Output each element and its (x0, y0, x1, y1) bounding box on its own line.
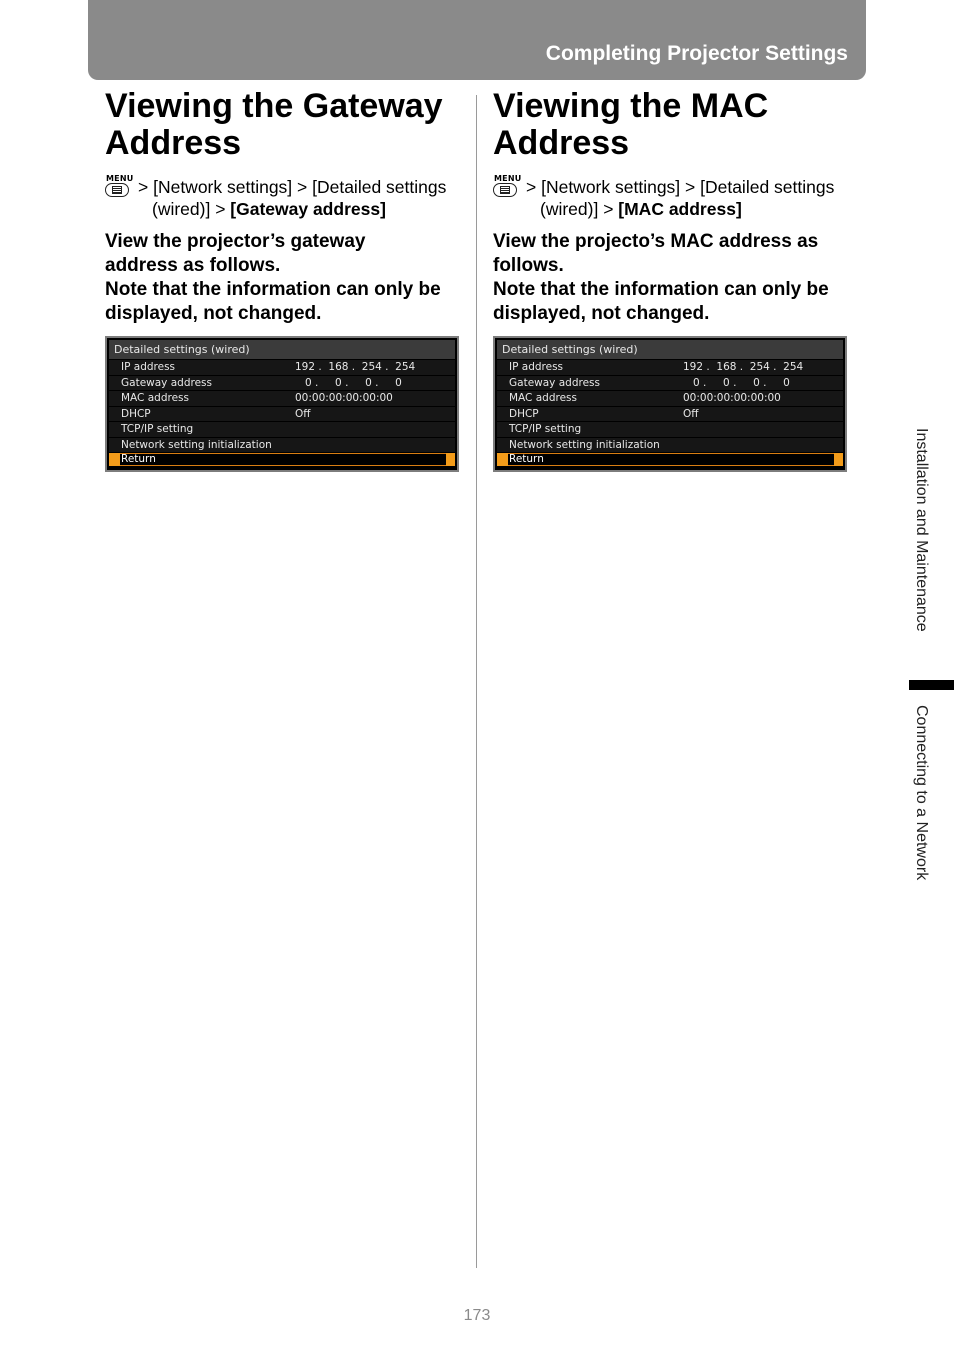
osd-row-gateway: Gateway address 0 . 0 . 0 . 0 (497, 375, 843, 391)
menu-button-icon: MENU (105, 174, 133, 202)
column-divider (476, 95, 477, 1268)
osd-row-tcpip: TCP/IP setting (109, 421, 455, 437)
osd-row-ip: IP address 192 . 168 . 254 . 254 (497, 359, 843, 375)
osd-row-mac: MAC address 00:00:00:00:00:00 (109, 390, 455, 406)
osd-row-dhcp: DHCP Off (109, 406, 455, 422)
path-line-2: (wired)] > [MAC address] (540, 199, 742, 219)
section-mac (493, 88, 853, 472)
description: View the projector’s gateway address as follows. Note that the information can only be displayed, not changed. (105, 231, 441, 324)
menu-path (493, 176, 853, 220)
section-title: Viewing the Gateway Address (105, 87, 443, 162)
side-tab-installation[interactable]: Installation and Maintenance (913, 428, 930, 632)
osd-row-ip: IP address 192 . 168 . 254 . 254 (109, 359, 455, 375)
header-bar (88, 0, 866, 80)
path-line-1: > [Network settings] > [Detailed settings (526, 177, 835, 197)
side-tab-network[interactable]: Connecting to a Network (913, 705, 930, 881)
path-line-2: (wired)] > [Gateway address] (152, 199, 386, 219)
osd-row-dhcp: DHCP Off (497, 406, 843, 422)
osd-row-return: Return (497, 452, 843, 468)
menu-button-icon: MENU (493, 174, 521, 202)
page-number: 173 (463, 1307, 491, 1324)
section-title: Viewing the MAC Address (493, 87, 769, 162)
osd-row-init: Network setting initialization (497, 437, 843, 453)
section-gateway (105, 88, 465, 472)
osd-row-gateway: Gateway address 0 . 0 . 0 . 0 (109, 375, 455, 391)
osd-screenshot (493, 336, 847, 472)
side-tab-marker (909, 680, 954, 690)
description: View the projecto’s MAC address as follows. Note that the information can only be displayed, not changed. (493, 231, 829, 324)
osd-screenshot (105, 336, 459, 472)
osd-row-init: Network setting initialization (109, 437, 455, 453)
path-line-1: > [Network settings] > [Detailed settings (138, 177, 447, 197)
osd-row-tcpip: TCP/IP setting (497, 421, 843, 437)
osd-title: Detailed settings (wired) (497, 340, 843, 359)
osd-title: Detailed settings (wired) (109, 340, 455, 359)
osd-row-mac: MAC address 00:00:00:00:00:00 (497, 390, 843, 406)
menu-path (105, 176, 465, 220)
osd-row-return: Return (109, 452, 455, 468)
header-title: Completing Projector Settings (545, 42, 848, 65)
